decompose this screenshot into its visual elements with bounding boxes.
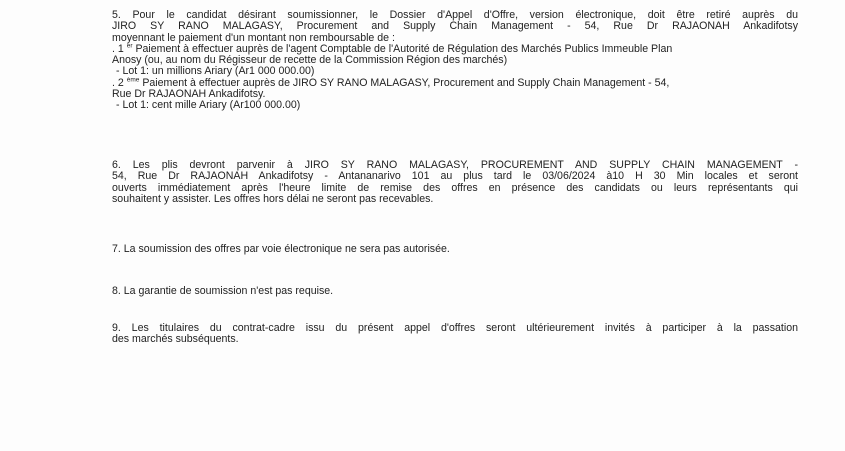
payment-1-line-2: Anosy (ou, au nom du Régisseur de recette de la Commission Région des marchés) [112, 54, 508, 67]
payment-1-ordinal: er [126, 42, 133, 50]
p5-line-2: JIRO SY RANO MALAGASY, Procurement and Supply Chain Management - 54, Rue Dr RAJAONAH Ankadifotsy [112, 20, 798, 33]
payment-2-text: Paiement à effectuer auprès de JIRO SY RANO MALAGASY, Procurement and Supply Chain Management - 54, [142, 76, 670, 89]
paragraph-6 [112, 160, 798, 205]
payment-2-line-2: Rue Dr RAJAONAH Ankadifotsy. [112, 88, 266, 101]
paragraph-5 [112, 10, 798, 112]
p6-line-4: souhaitent y assister. Les offres hors délai ne seront pas recevables. [112, 192, 434, 205]
paragraph-7 [112, 244, 798, 255]
p5-line-1: 5. Pour le candidat désirant soumissionner, le Dossier d'Appel d'Offre, version électronique, doit être retiré auprès du [112, 9, 798, 21]
p6-line-3: ouverts immédiatement après l'heure limite de remise des offres en présence des candidats ou leurs représentants qui [112, 181, 798, 194]
p6-line-1: 6. Les plis devront parvenir à JIRO SY RANO MALAGASY, PROCUREMENT AND SUPPLY CHAIN MANAGEMENT - [112, 159, 798, 171]
payment-1-text: Paiement à effectuer auprès de l'agent Comptable de l'Autorité de Régulation des Marchés Publics Immeuble Plan [135, 42, 673, 55]
payment-1-lot: - Lot 1: un millions Ariary (Ar1 000 000.00) [116, 65, 315, 78]
p9-line-1: 9. Les titulaires du contrat-cadre issu du présent appel d'offres seront ultérieurement invités à participer à la passation [112, 322, 798, 334]
p5-line-3: moyennant le paiement d'un montant non remboursable de : [112, 31, 395, 44]
p6-line-2: 54, Rue Dr RAJAONAH Ankadifotsy - Antananarivo 101 au plus tard le 03/06/2024 à10 H 30 Min locales et seront [112, 170, 798, 183]
payment-1-prefix: . 1 [112, 42, 124, 55]
p8-line: 8. La garantie de soumission n'est pas requise. [112, 285, 334, 297]
payment-2-prefix: . 2 [112, 76, 124, 89]
p9-line-2: des marchés subséquents. [112, 333, 239, 346]
payment-2-lot: - Lot 1: cent mille Ariary (Ar100 000.00) [116, 99, 301, 112]
paragraph-9 [112, 323, 798, 346]
paragraph-8 [112, 286, 798, 297]
payment-2-ordinal: ème [126, 76, 140, 84]
p7-line: 7. La soumission des offres par voie électronique ne sera pas autorisée. [112, 243, 450, 255]
